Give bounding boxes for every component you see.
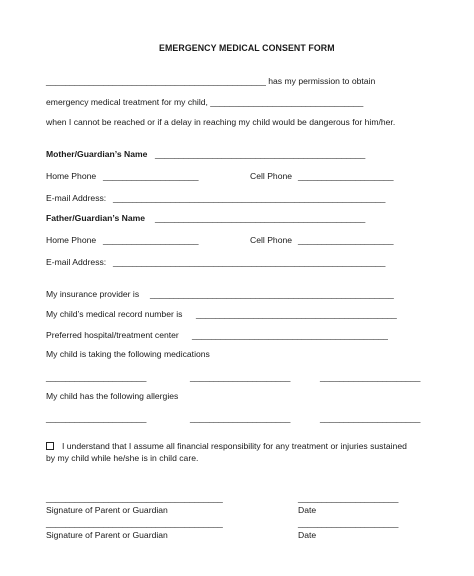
medical-record-field[interactable]: __________________________________________	[196, 309, 397, 319]
medication-field[interactable]: _____________________	[320, 372, 421, 382]
father-home-phone-label: Home Phone	[46, 235, 97, 245]
allergy-field[interactable]: _____________________	[320, 413, 421, 423]
father-name-field[interactable]: ____________________________________________	[155, 213, 366, 223]
intro-line-3: when I cannot be reached or if a delay in reaching my child would be dangerous for him/her.	[46, 117, 396, 127]
father-home-phone-field[interactable]: ____________________	[103, 235, 199, 245]
hospital-label: Preferred hospital/treatment center	[46, 330, 179, 340]
signature-label: Signature of Parent or Guardian	[46, 505, 168, 515]
acknowledgement-line-1: I understand that I assume all financial responsibility for any treatment or injuries sustained	[62, 441, 407, 451]
mother-name-field[interactable]: ____________________________________________	[155, 149, 366, 159]
mother-cell-phone-field[interactable]: ____________________	[298, 171, 394, 181]
mother-email-field[interactable]: _________________________________________________________	[113, 193, 386, 203]
date-field[interactable]: _____________________	[298, 493, 399, 503]
mother-cell-phone-label: Cell Phone	[250, 171, 293, 181]
father-email-field[interactable]: _________________________________________________________	[113, 257, 386, 267]
signature-field[interactable]: _____________________________________	[46, 518, 223, 528]
medical-record-label: My child’s medical record number is	[46, 309, 183, 319]
insurance-field[interactable]: ___________________________________________________	[150, 289, 394, 299]
medication-field[interactable]: _____________________	[46, 372, 147, 382]
insurance-label: My insurance provider is	[46, 289, 140, 299]
acknowledgement-checkbox[interactable]	[46, 442, 54, 450]
mother-heading: Mother/Guardian’s Name	[46, 149, 148, 159]
father-heading: Father/Guardian’s Name	[46, 213, 146, 223]
date-label: Date	[298, 530, 317, 540]
acknowledgement-line-2: by my child while he/she is in child care.	[46, 453, 199, 463]
signature-label: Signature of Parent or Guardian	[46, 530, 168, 540]
signature-field[interactable]: _____________________________________	[46, 493, 223, 503]
father-email-label: E-mail Address:	[46, 257, 107, 267]
form-title: EMERGENCY MEDICAL CONSENT FORM	[159, 43, 335, 53]
father-cell-phone-label: Cell Phone	[250, 235, 293, 245]
medications-label: My child is taking the following medications	[46, 349, 210, 359]
medication-field[interactable]: _____________________	[190, 372, 291, 382]
father-cell-phone-field[interactable]: ____________________	[298, 235, 394, 245]
hospital-field[interactable]: _________________________________________	[192, 330, 388, 340]
date-label: Date	[298, 505, 317, 515]
allergies-label: My child has the following allergies	[46, 391, 179, 401]
date-field[interactable]: _____________________	[298, 518, 399, 528]
allergy-field[interactable]: _____________________	[46, 413, 147, 423]
mother-home-phone-label: Home Phone	[46, 171, 97, 181]
intro-line-2: emergency medical treatment for my child, ________________________________	[46, 97, 364, 107]
allergy-field[interactable]: _____________________	[190, 413, 291, 423]
mother-home-phone-field[interactable]: ____________________	[103, 171, 199, 181]
mother-email-label: E-mail Address:	[46, 193, 107, 203]
intro-line-1: ______________________________________________ has my permission to obtain	[46, 76, 376, 86]
